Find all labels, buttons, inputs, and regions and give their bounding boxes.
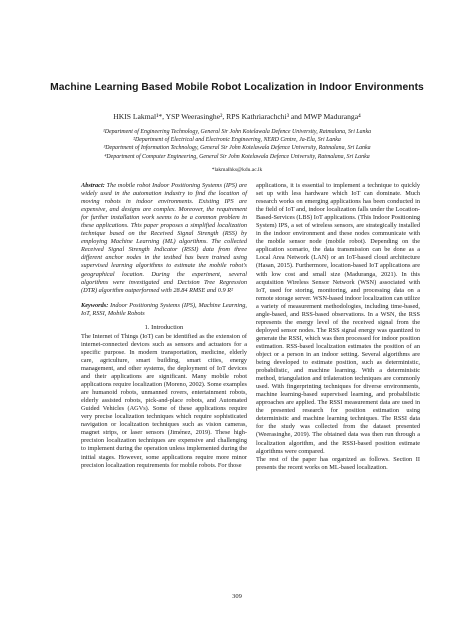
- abstract-text: The mobile robot Indoor Positioning Systems (IPS) are widely used in the automation industry to find the location of moving robots in indoor environments. Existing IPS are expensive, and designs are complex. Moreover, the requirement for further installation work seems to be a common problem in these applications. This paper proposes a simplified localization technique based on the Received Signal Strength (RSS) by employing Machine Learning (ML) algorithms. The collected Received Signal Strength Indicator (RSSI) data from three different anchor nodes in the testbed has been trained using supervised learning algorithms to estimate the mobile robot's geographical location. During the experiment, several algorithms were investigated and Decision Tree Regression (DTR) algorithm outperformed with 28.84 RMSE and 0.9 R²: [81, 182, 248, 294]
- affiliation-3: ³Department of Information Technology, General Sir John Kotelawala Defence University, Ratmalana, Sri Lanka: [103, 145, 371, 152]
- affiliation-4: ⁴Department of Computer Engineering, General Sir John Kotelawala Defence University, Ratmalana, Sri Lanka: [104, 153, 370, 160]
- page-number: 309: [232, 593, 242, 600]
- affiliations: [0, 128, 474, 161]
- keywords-label: Keywords:: [81, 301, 109, 309]
- keywords: [81, 302, 247, 318]
- affiliation-2: ²Department of Electrical and Electronic Engineering, NERD Centre, Ja-Ela, Sri Lanka: [133, 137, 341, 144]
- right-paragraph-2: The rest of the paper has organized as follows. Section II presents the recent works on ML-based localization.: [256, 455, 420, 471]
- paper-title: Machine Learning Based Mobile Robot Localization in Indoor Environments: [50, 82, 424, 93]
- keywords-text: Indoor Positioning Systems (IPS), Machine Learning, IoT, RSSI, Mobile Robots: [81, 301, 247, 317]
- intro-paragraph-1: The Internet of Things (IoT) can be identified as the extension of internet-connected devices such as sensors and actuators for a specific purpose. In modern transportation, medicine, elderly care, agriculture, smart building, smart cities, energy management, and other systems, the deployment of IoT devices and their applications are significant. Many mobile robot applications require localization (Moreno, 2002). Some examples are humanoid robots, unmanned rovers, entertainment robots, elderly assisted robots, pick-and-place robots, and Automated Guided Vehicles (AGVs). Some of these applications require very precise localization techniques which require sophisticated navigation or localization techniques such as vision cameras, magnet strips, or laser sensors (Jiménez, 2019). These high-precision localization techniques are expensive and challenging to implement during the operation unless implemented during the initial stages. However, some applications require more minor precision localization requirements for mobile robots. For those: [81, 332, 247, 469]
- affiliation-1: ¹Department of Engineering Technology, General Sir John Kotelawala Defence University, Ratmalana, Sri Lanka: [102, 129, 372, 135]
- abstract: [81, 182, 247, 295]
- abstract-label: Abstract:: [81, 182, 105, 189]
- right-column: [256, 182, 420, 472]
- left-column: [81, 182, 247, 470]
- author-list: HKIS Lakmal¹*, YSP Weerasinghe², RPS Kathriarachchi³ and MWP Maduranga⁴: [113, 112, 361, 121]
- corresponding-email: *lakmalhks@kdu.ac.lk: [211, 167, 263, 173]
- section-heading-introduction: 1. Introduction: [144, 323, 184, 331]
- right-paragraph-1: applications, it is essential to implement a technique to quickly set up with less hardware which IoT can dominate. Much research works on emerging applications has been conducted in the field of IoT and, indoor localization falls under the Location-Based-Services (LBS) IoT applications. (This Indoor Positioning System) IPS, a set of wireless sensors, are strategically installed in the indoor environment and these nodes communicate with the mobile sensor node (mobile robot). Depending on the application scenario, the data transmission can be done as a Local Area Network (LAN) or an IoT-based cloud architecture (Hasan, 2015). Furthermore, location-based IoT applications are with low cost and small size (Maduranga, 2021). In this acquisition Wireless Sensor Network (WSN) associated with IoT, used for storing, monitoring, and processing data on a remote storage server. WSN-based indoor localization can utilize a variety of measurement methodologies, including time-based, angle-based, and RSS-based observations. In a WSN, the RSS represents the energy level of the received signal from the deployed sensor nodes. The RSS signal energy was quantized to generate the RSSI, which was then processed for indoor position estimation. RSS-based localization estimates the position of an object or a person in an indoor setting. Several algorithms are being developed to estimate position, such as deterministic, probabilistic, and machine learning. With a deterministic method, triangulation and trilateration techniques are commonly used. With fingerprinting techniques for diverse environments, machine learning-based supervised learning, and probabilistic approaches are applied. The RSSI measurement data are used in the presented research for position estimation using deterministic and machine learning techniques. The RSSI data for the study was collected from the dataset presented (Weerasinghe, 2019). The obtained data was then run through a localization algorithm, and the RSSI-based position estimate algorithms were compared.: [256, 182, 420, 455]
